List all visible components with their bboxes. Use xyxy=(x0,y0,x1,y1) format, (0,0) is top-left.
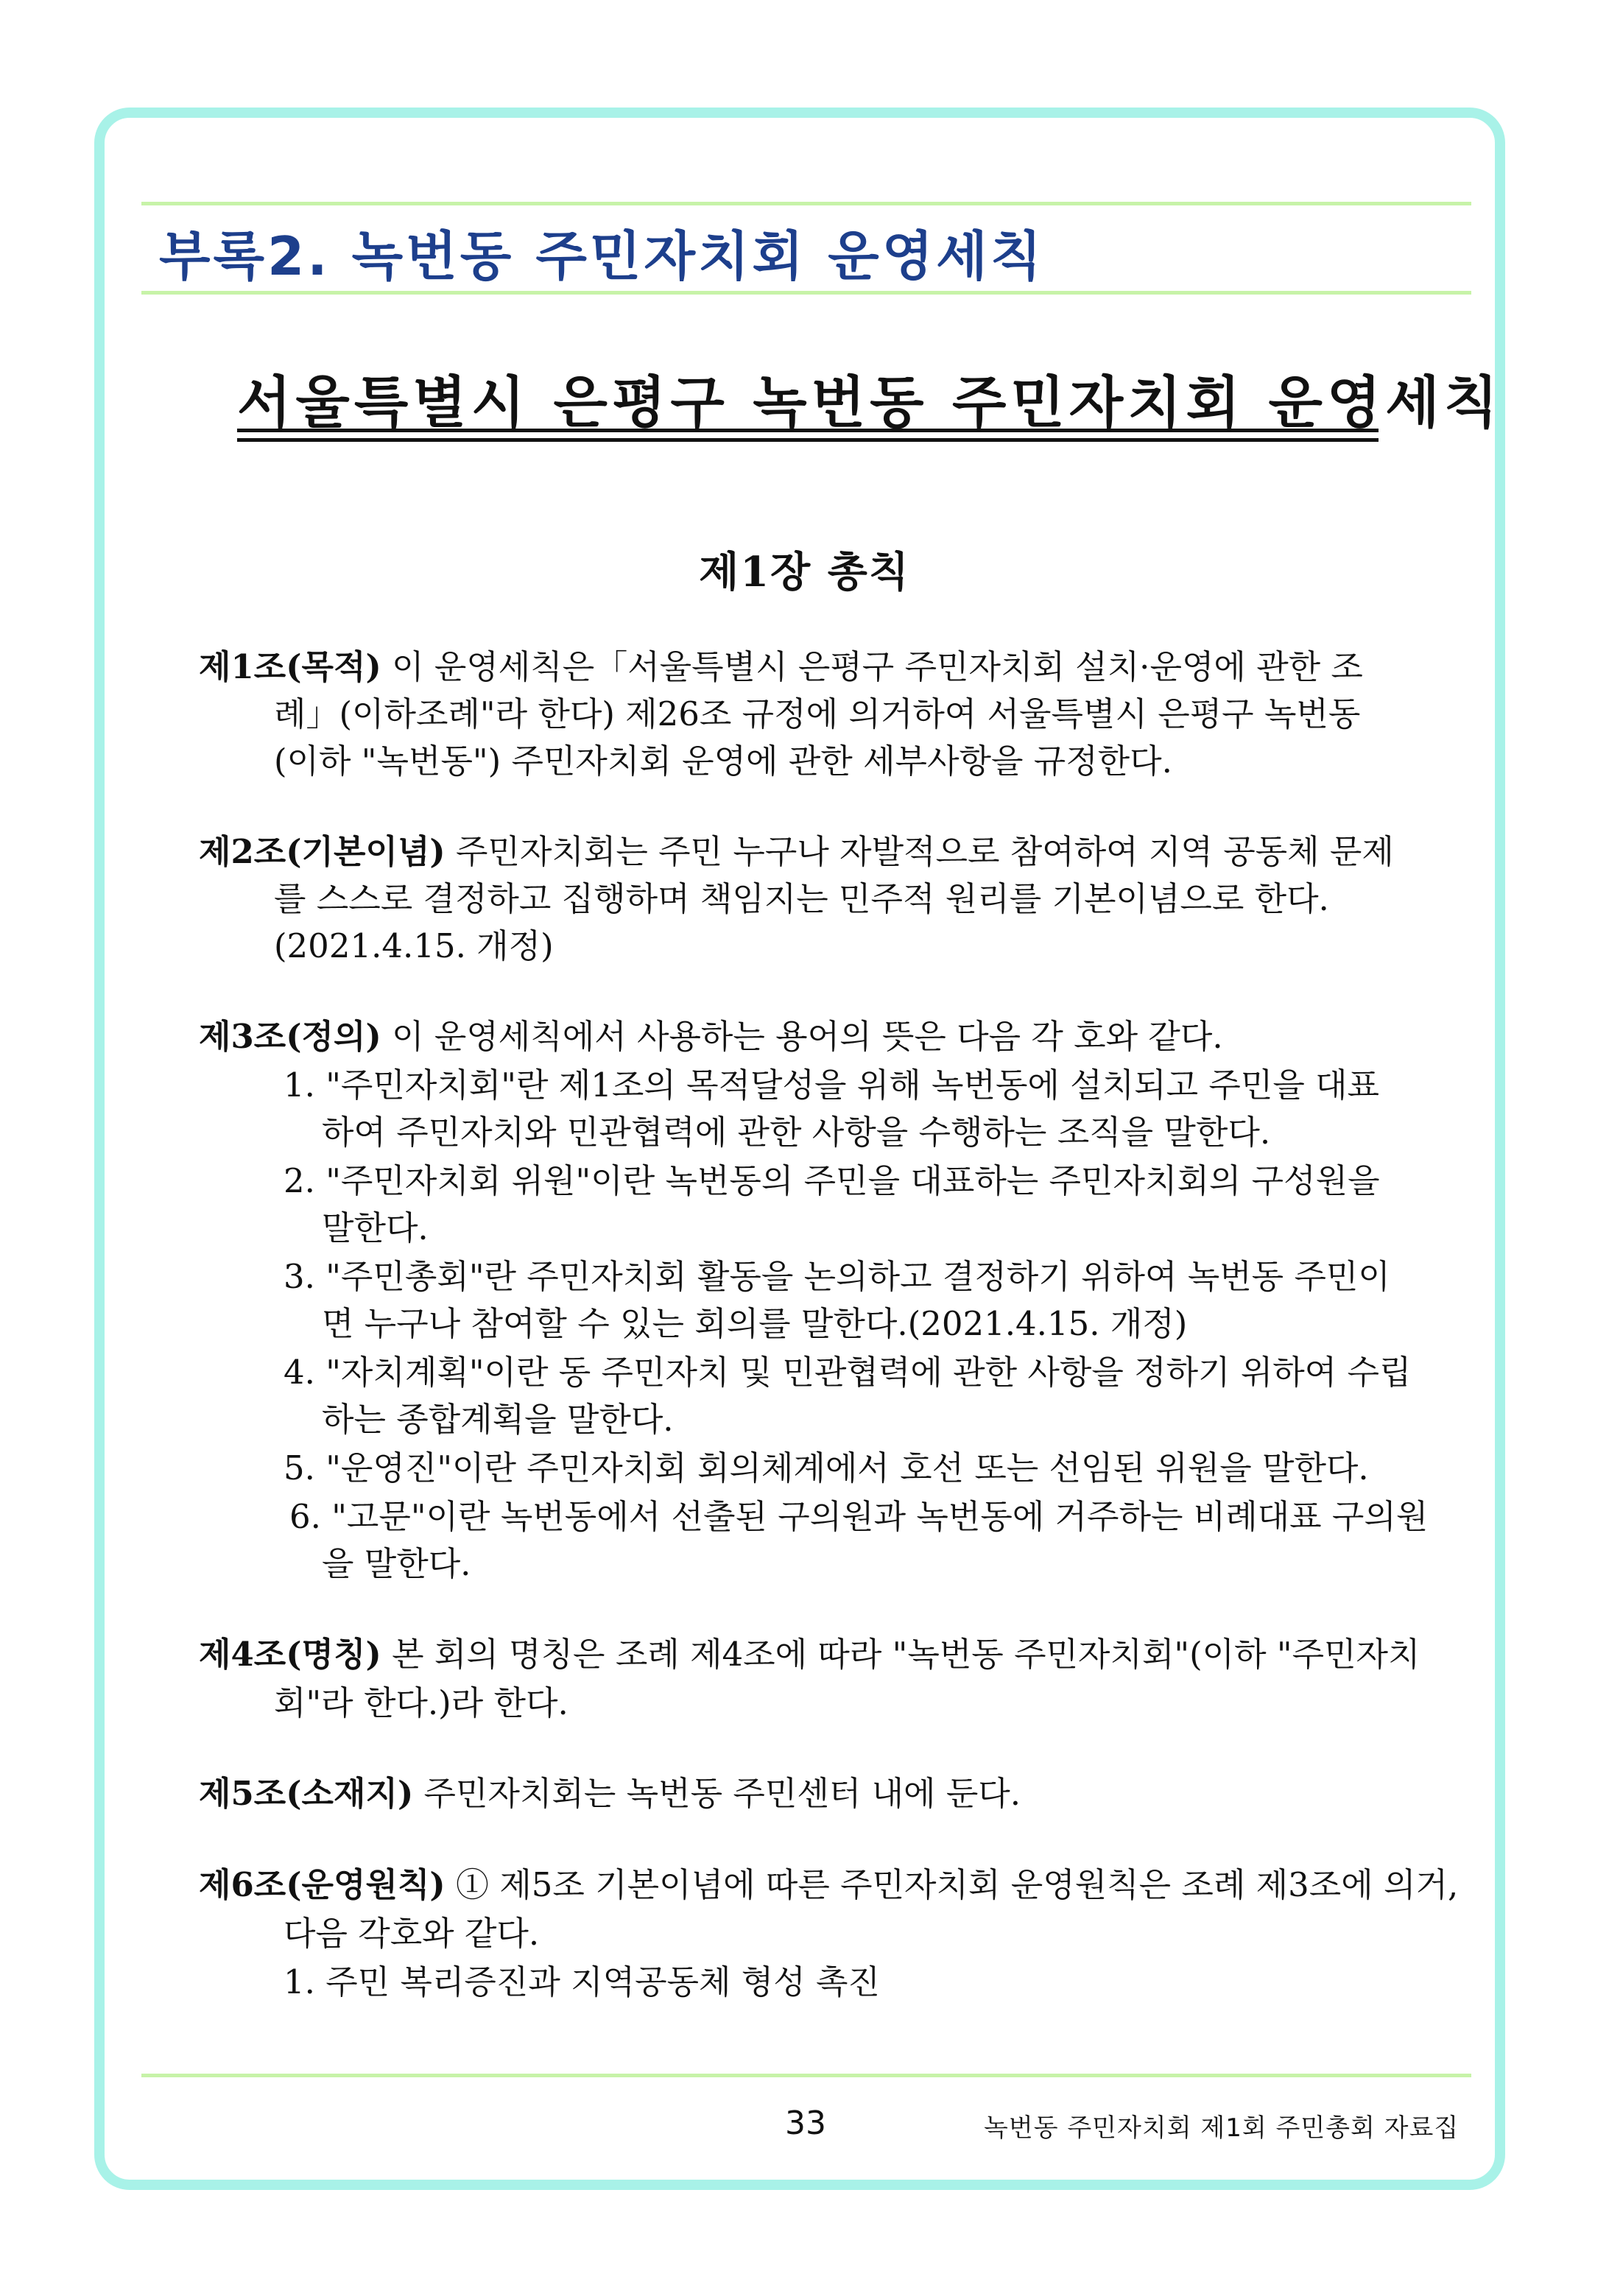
article-4-heading: 제4조(명칭) xyxy=(199,1635,381,1674)
article-1-heading: 제1조(목적) xyxy=(199,647,381,686)
article-6-item-1: 1. 주민 복리증진과 지역공동체 형성 촉진 xyxy=(284,1962,880,2001)
article-3-item-1: 1. "주민자치회"란 제1조의 목적달성을 위해 녹번동에 설치되고 주민을 대표 xyxy=(284,1066,1380,1105)
article-3-item-6-cont: 을 말한다. xyxy=(322,1544,471,1583)
article-5-heading: 제5조(소재지) xyxy=(199,1774,414,1813)
article-4-line-1: 제4조(명칭) 본 회의 명칭은 조례 제4조에 따라 "녹번동 주민자치회"(이하 "주민자치 xyxy=(199,1635,1420,1674)
article-3-heading: 제3조(정의) xyxy=(199,1017,381,1056)
article-3-item-2-cont: 말한다. xyxy=(322,1208,429,1247)
document-title: 서울특별시 은평구 녹번동 주민자치회 운영세칙 xyxy=(237,370,1503,435)
article-3-item-3: 3. "주민총회"란 주민자치회 활동을 논의하고 결정하기 위하여 녹번동 주민이 xyxy=(284,1257,1390,1296)
article-5-line-1: 제5조(소재지) 주민자치회는 녹번동 주민센터 내에 둔다. xyxy=(199,1774,1021,1813)
article-1-line-1: 제1조(목적) 이 운영세칙은「서울특별시 은평구 주민자치회 설치·운영에 관한 조 xyxy=(199,647,1363,686)
title-underline xyxy=(237,438,1379,442)
article-1-line-3: (이하 "녹번동") 주민자치회 운영에 관한 세부사항을 규정한다. xyxy=(274,742,1172,781)
article-3-item-1-cont: 하여 주민자치와 민관협력에 관한 사항을 수행하는 조직을 말한다. xyxy=(322,1113,1271,1152)
article-3-item-3-cont: 면 누구나 참여할 수 있는 회의를 말한다.(2021.4.15. 개정) xyxy=(322,1304,1188,1343)
appendix-title: 부록2. 녹번동 주민자치회 운영세칙 xyxy=(159,225,1045,287)
article-3-item-5: 5. "운영진"이란 주민자치회 회의체계에서 호선 또는 선임된 위원을 말한다. xyxy=(284,1448,1369,1487)
article-2-line-2: 를 스스로 결정하고 집행하며 책임지는 민주적 원리를 기본이념으로 한다. xyxy=(274,879,1329,918)
chapter-heading: 제1장 총칙 xyxy=(699,548,910,596)
article-2-line-3: (2021.4.15. 개정) xyxy=(274,926,554,965)
article-6-line-2: 다음 각호와 같다. xyxy=(284,1914,540,1953)
article-3-item-4-cont: 하는 종합계획을 말한다. xyxy=(322,1400,674,1439)
article-6-heading: 제6조(운영원칙) xyxy=(199,1865,446,1904)
header-rule-bottom xyxy=(141,291,1471,295)
footer-publication: 녹번동 주민자치회 제1회 주민총회 자료집 xyxy=(984,2113,1460,2143)
article-3-item-6: 6. "고문"이란 녹번동에서 선출된 구의원과 녹번동에 거주하는 비례대표 구의원 xyxy=(289,1497,1429,1536)
article-2-heading: 제2조(기본이념) xyxy=(199,832,446,871)
header-rule-top xyxy=(141,202,1471,205)
article-6-line-1: 제6조(운영원칙) ① 제5조 기본이념에 따른 주민자치회 운영원칙은 조례 제3조에 의거, xyxy=(199,1865,1459,1904)
article-1-line-2: 례」(이하조례"라 한다) 제26조 규정에 의거하여 서울특별시 은평구 녹번동 xyxy=(274,694,1361,733)
article-2-line-1: 제2조(기본이념) 주민자치회는 주민 누구나 자발적으로 참여하여 지역 공동체 문제 xyxy=(199,832,1394,871)
title-underline xyxy=(237,429,1379,432)
footer-rule xyxy=(141,2074,1471,2077)
article-4-line-2: 회"라 한다.)라 한다. xyxy=(274,1683,568,1722)
article-3-item-4: 4. "자치계획"이란 동 주민자치 및 민관협력에 관한 사항을 정하기 위하여 수립 xyxy=(284,1353,1412,1392)
article-3-line-1: 제3조(정의) 이 운영세칙에서 사용하는 용어의 뜻은 다음 각 호와 같다. xyxy=(199,1017,1223,1056)
article-3-item-2: 2. "주민자치회 위원"이란 녹번동의 주민을 대표하는 주민자치회의 구성원을 xyxy=(284,1161,1380,1200)
page-number: 33 xyxy=(785,2105,826,2142)
